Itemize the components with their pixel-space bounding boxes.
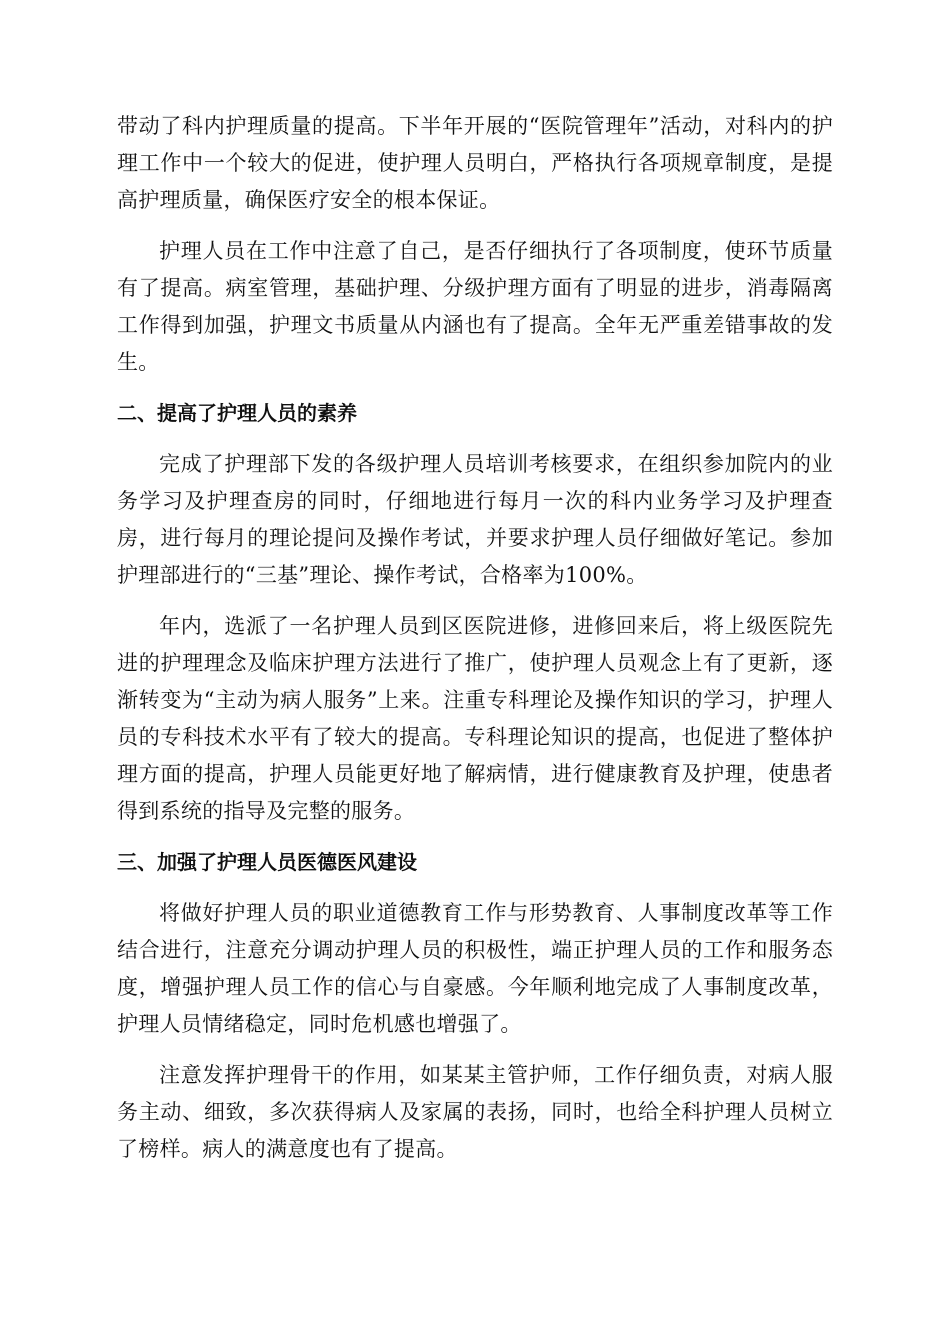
document-page xyxy=(117,108,833,1168)
paragraph: 年内，选派了一名护理人员到区医院进修，进修回来后，将上级医院先进的护理理念及临床护理方法进行了推广，使护理人员观念上有了更新，逐渐转变为“主动为病人服务”上来。注重专科理论及操作知识的学习，护理人员的专科技术水平有了较大的提高。专科理论知识的提高，也促进了整体护理方面的提高，护理人员能更好地了解病情，进行健康教育及护理，使患者得到系统的指导及完整的服务。 xyxy=(117,614,833,823)
paragraph: 护理人员在工作中注意了自己，是否仔细执行了各项制度，使环节质量有了提高。病室管理，基础护理、分级护理方面有了明显的进步，消毒隔离工作得到加强，护理文书质量从内涵也有了提高。全年无严重差错事故的发生。 xyxy=(117,239,833,374)
section-heading-2: 二、提高了护理人员的素养 xyxy=(117,401,357,425)
section-heading-3: 三、加强了护理人员医德医风建设 xyxy=(117,850,417,874)
paragraph: 注意发挥护理骨干的作用，如某某主管护师，工作仔细负责，对病人服务主动、细致，多次获得病人及家属的表扬，同时，也给全科护理人员树立了榜样。病人的满意度也有了提高。 xyxy=(117,1063,833,1161)
paragraph: 完成了护理部下发的各级护理人员培训考核要求，在组织参加院内的业务学习及护理查房的同时，仔细地进行每月一次的科内业务学习及护理查房，进行每月的理论提问及操作考试，并要求护理人员仔细做好笔记。参加护理部进行的“三基”理论、操作考试，合格率为100%。 xyxy=(117,452,833,587)
paragraph-continued: 带动了科内护理质量的提高。下半年开展的“医院管理年”活动，对科内的护理工作中一个较大的促进，使护理人员明白，严格执行各项规章制度，是提高护理质量，确保医疗安全的根本保证。 xyxy=(117,114,833,212)
paragraph: 将做好护理人员的职业道德教育工作与形势教育、人事制度改革等工作结合进行，注意充分调动护理人员的积极性，端正护理人员的工作和服务态度，增强护理人员工作的信心与自豪感。今年顺利地完成了人事制度改革，护理人员情绪稳定，同时危机感也增强了。 xyxy=(117,901,833,1036)
